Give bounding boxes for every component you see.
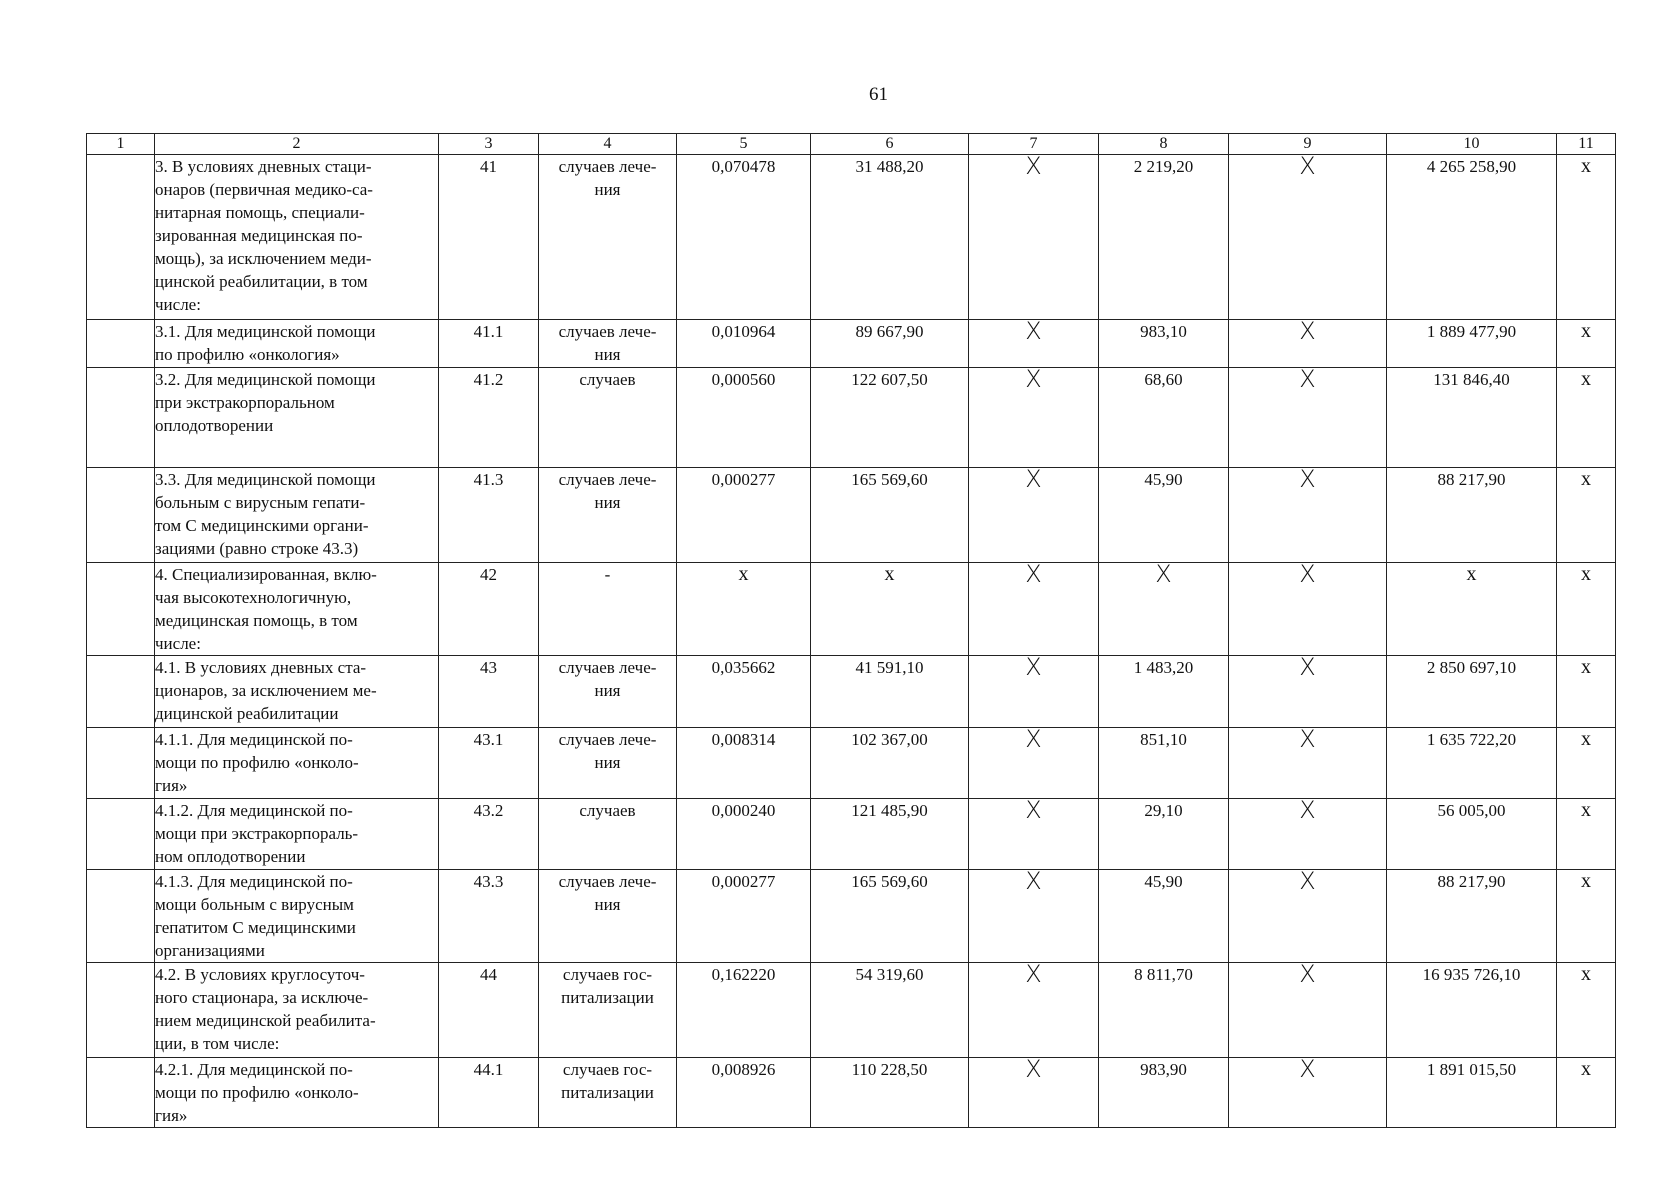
col9-cell: X: [1229, 799, 1387, 870]
unit-cell: -: [539, 563, 677, 656]
column-header: 6: [811, 134, 969, 155]
cost-cell: 54 319,60: [811, 963, 969, 1058]
col7-cell: X: [969, 320, 1099, 368]
total-cell: 131 846,40: [1387, 368, 1557, 468]
line-number-cell: 43.3: [439, 870, 539, 963]
standard-cell: 0,008314: [677, 728, 811, 799]
standard-cell: x: [677, 563, 811, 656]
col11-cell: x: [1557, 1058, 1616, 1128]
total-cell: 2 850 697,10: [1387, 656, 1557, 728]
col9-cell: X: [1229, 656, 1387, 728]
unit-cell: случаев: [539, 368, 677, 468]
standard-cell: 0,035662: [677, 656, 811, 728]
cost-cell: 165 569,60: [811, 468, 969, 563]
line-number-cell: 43: [439, 656, 539, 728]
standard-cell: 0,008926: [677, 1058, 811, 1128]
col9-cell: X: [1229, 870, 1387, 963]
table-row: [87, 728, 1616, 799]
standard-cell: 0,010964: [677, 320, 811, 368]
table-row: [87, 563, 1616, 656]
col11-cell: x: [1557, 468, 1616, 563]
col7-cell: X: [969, 963, 1099, 1058]
column-header: 8: [1099, 134, 1229, 155]
line-number-cell: 42: [439, 563, 539, 656]
total-cell: 1 635 722,20: [1387, 728, 1557, 799]
per-capita-cell: 45,90: [1099, 468, 1229, 563]
col11-cell: x: [1557, 368, 1616, 468]
col9-cell: X: [1229, 1058, 1387, 1128]
col11-cell: x: [1557, 563, 1616, 656]
col9-cell: X: [1229, 468, 1387, 563]
col7-cell: X: [969, 155, 1099, 320]
table-row: [87, 320, 1616, 368]
data-table: [86, 133, 1616, 1128]
description-cell: 3.2. Для медицинской помощи при экстракорпоральном оплодотворении: [155, 368, 439, 468]
description-cell: 4.1.3. Для медицинской по- мощи больным с вирусным гепатитом С медицинскими организациями: [155, 870, 439, 963]
line-number-cell: 43.2: [439, 799, 539, 870]
line-number-cell: 41.3: [439, 468, 539, 563]
unit-cell: случаев гос- питализации: [539, 963, 677, 1058]
table-row: [87, 799, 1616, 870]
unit-cell: случаев: [539, 799, 677, 870]
description-cell: 4.2.1. Для медицинской по- мощи по профилю «онколо- гия»: [155, 1058, 439, 1128]
page-number: 61: [869, 84, 888, 105]
table-row: [87, 155, 1616, 320]
column-header: 7: [969, 134, 1099, 155]
total-cell: 56 005,00: [1387, 799, 1557, 870]
col7-cell: X: [969, 563, 1099, 656]
cost-cell: 41 591,10: [811, 656, 969, 728]
cost-cell: 89 667,90: [811, 320, 969, 368]
col11-cell: x: [1557, 799, 1616, 870]
line-number-cell: 43.1: [439, 728, 539, 799]
col9-cell: X: [1229, 320, 1387, 368]
total-cell: 88 217,90: [1387, 468, 1557, 563]
unit-cell: случаев лече- ния: [539, 155, 677, 320]
col11-cell: x: [1557, 320, 1616, 368]
per-capita-cell: 851,10: [1099, 728, 1229, 799]
table-row: [87, 468, 1616, 563]
col9-cell: X: [1229, 563, 1387, 656]
per-capita-cell: 68,60: [1099, 368, 1229, 468]
unit-cell: случаев гос- питализации: [539, 1058, 677, 1128]
table-row: [87, 368, 1616, 468]
table-row: [87, 870, 1616, 963]
cost-cell: 165 569,60: [811, 870, 969, 963]
per-capita-cell: 29,10: [1099, 799, 1229, 870]
row-number-cell: [87, 870, 155, 963]
line-number-cell: 41.1: [439, 320, 539, 368]
total-cell: 4 265 258,90: [1387, 155, 1557, 320]
table-row: [87, 1058, 1616, 1128]
standard-cell: 0,000277: [677, 870, 811, 963]
column-header: 11: [1557, 134, 1616, 155]
unit-cell: случаев лече- ния: [539, 320, 677, 368]
column-header: 3: [439, 134, 539, 155]
col7-cell: X: [969, 368, 1099, 468]
description-cell: 4. Специализированная, вклю- чая высокотехнологичную, медицинская помощь, в том числе:: [155, 563, 439, 656]
column-header: 9: [1229, 134, 1387, 155]
row-number-cell: [87, 656, 155, 728]
col11-cell: x: [1557, 728, 1616, 799]
per-capita-cell: 45,90: [1099, 870, 1229, 963]
description-cell: 4.1. В условиях дневных ста- ционаров, за исключением ме- дицинской реабилитации: [155, 656, 439, 728]
row-number-cell: [87, 799, 155, 870]
cost-cell: 110 228,50: [811, 1058, 969, 1128]
col11-cell: x: [1557, 155, 1616, 320]
standard-cell: 0,000560: [677, 368, 811, 468]
per-capita-cell: 983,10: [1099, 320, 1229, 368]
total-cell: x: [1387, 563, 1557, 656]
description-cell: 4.1.2. Для медицинской по- мощи при экстракорпораль- ном оплодотворении: [155, 799, 439, 870]
standard-cell: 0,000277: [677, 468, 811, 563]
row-number-cell: [87, 320, 155, 368]
per-capita-cell: 983,90: [1099, 1058, 1229, 1128]
unit-cell: случаев лече- ния: [539, 656, 677, 728]
row-number-cell: [87, 155, 155, 320]
row-number-cell: [87, 468, 155, 563]
table-row: [87, 963, 1616, 1058]
col9-cell: X: [1229, 963, 1387, 1058]
col7-cell: X: [969, 728, 1099, 799]
line-number-cell: 41.2: [439, 368, 539, 468]
description-cell: 4.1.1. Для медицинской по- мощи по профилю «онколо- гия»: [155, 728, 439, 799]
table-row: [87, 656, 1616, 728]
per-capita-cell: 1 483,20: [1099, 656, 1229, 728]
col11-cell: x: [1557, 963, 1616, 1058]
column-header: 10: [1387, 134, 1557, 155]
header-row: [87, 134, 1616, 155]
total-cell: 1 891 015,50: [1387, 1058, 1557, 1128]
column-header: 1: [87, 134, 155, 155]
standard-cell: 0,162220: [677, 963, 811, 1058]
total-cell: 88 217,90: [1387, 870, 1557, 963]
total-cell: 16 935 726,10: [1387, 963, 1557, 1058]
col7-cell: X: [969, 1058, 1099, 1128]
unit-cell: случаев лече- ния: [539, 728, 677, 799]
per-capita-cell: 2 219,20: [1099, 155, 1229, 320]
per-capita-cell: X: [1099, 563, 1229, 656]
cost-cell: 121 485,90: [811, 799, 969, 870]
col7-cell: X: [969, 799, 1099, 870]
cost-cell: 102 367,00: [811, 728, 969, 799]
unit-cell: случаев лече- ния: [539, 468, 677, 563]
col11-cell: x: [1557, 656, 1616, 728]
column-header: 2: [155, 134, 439, 155]
cost-cell: 122 607,50: [811, 368, 969, 468]
row-number-cell: [87, 368, 155, 468]
col9-cell: X: [1229, 728, 1387, 799]
total-cell: 1 889 477,90: [1387, 320, 1557, 368]
description-cell: 3. В условиях дневных стаци- онаров (первичная медико-са- нитарная помощь, специали- зированная медицинская по- мощь), за исключением меди- цинской реабилитации, в том числе:: [155, 155, 439, 320]
row-number-cell: [87, 563, 155, 656]
standard-cell: 0,000240: [677, 799, 811, 870]
line-number-cell: 41: [439, 155, 539, 320]
row-number-cell: [87, 1058, 155, 1128]
description-cell: 3.1. Для медицинской помощи по профилю «онкология»: [155, 320, 439, 368]
description-cell: 3.3. Для медицинской помощи больным с вирусным гепати- том С медицинскими органи- зациями (равно строке 43.3): [155, 468, 439, 563]
cost-cell: x: [811, 563, 969, 656]
cost-cell: 31 488,20: [811, 155, 969, 320]
unit-cell: случаев лече- ния: [539, 870, 677, 963]
col11-cell: x: [1557, 870, 1616, 963]
col9-cell: X: [1229, 155, 1387, 320]
row-number-cell: [87, 963, 155, 1058]
column-header: 4: [539, 134, 677, 155]
col7-cell: X: [969, 870, 1099, 963]
row-number-cell: [87, 728, 155, 799]
description-cell: 4.2. В условиях круглосуточ- ного стационара, за исключе- нием медицинской реабилита- ции, в том числе:: [155, 963, 439, 1058]
col7-cell: X: [969, 656, 1099, 728]
col9-cell: X: [1229, 368, 1387, 468]
col7-cell: X: [969, 468, 1099, 563]
per-capita-cell: 8 811,70: [1099, 963, 1229, 1058]
column-header: 5: [677, 134, 811, 155]
standard-cell: 0,070478: [677, 155, 811, 320]
line-number-cell: 44.1: [439, 1058, 539, 1128]
line-number-cell: 44: [439, 963, 539, 1058]
